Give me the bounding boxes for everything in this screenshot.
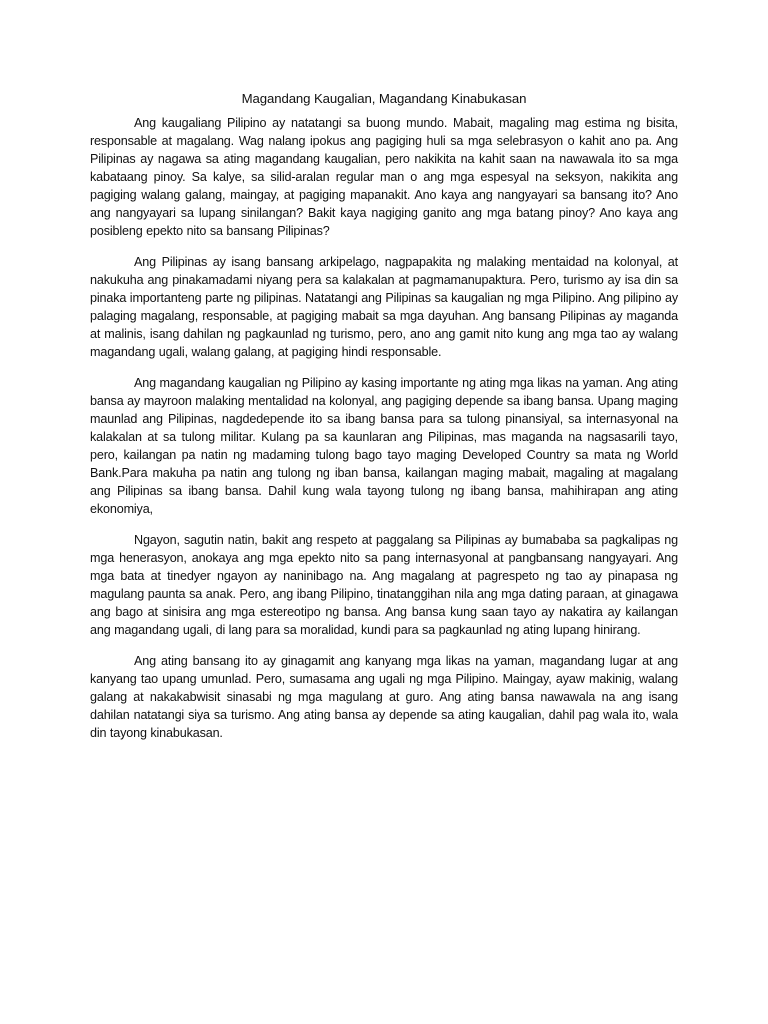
document-title: Magandang Kaugalian, Magandang Kinabukasan	[241, 91, 527, 106]
paragraph-1: Ang kaugaliang Pilipino ay natatangi sa buong mundo. Mabait, magaling mag estima ng bisita, responsable at magalang. Wag nalang ipokus ang pagiging huli sa mga selebrasyon o kahit ano pa. Ang Pilipinas ay nagawa sa ating magandang kaugalian, pero nakikita na kahit saan na nawawala ito sa mga kabataang pinoy. Sa kalye, sa silid-aralan regular man o ang mga espesyal na seksyon, nakikita ang pagiging walang galang, maingay, at pagiging mapanakit. Ano kaya ang nangyayari sa bansang ito? Ano ang nangyayari sa lupang sinilangan? Bakit kaya nagiging ganito ang mga batang pinoy? Ano kaya ang posibleng epekto nito sa bansang Pilipinas?	[90, 116, 678, 238]
paragraph-2: Ang Pilipinas ay isang bansang arkipelago, nagpapakita ng malaking mentaidad na kolonyal, at nakukuha ang pinakamadami niyang pera sa kalakalan at pagmamanupaktura. Pero, turismo ay isa din sa pinaka importanteng parte ng pilipinas. Natatangi ang Pilipinas sa kaugalian ng mga Pilipino. Ang pilipino ay palaging magalang, responsable, at pagiging mabait sa mga dayuhan. Ang bansang Pilipinas ay maganda at malinis, isang dahilan ng pagkaunlad ng turismo, pero, ano ang gamit nito kung ang mga tao ay walang magandang ugali, walang galang, at pagiging hindi responsable.	[90, 255, 678, 359]
paragraph-3: Ang magandang kaugalian ng Pilipino ay kasing importante ng ating mga likas na yaman. Ang ating bansa ay mayroon malaking mentalidad na kolonyal, ang pagiging depende sa ibang bansa. Upang maging maunlad ang Pilipinas, nagdedepende ito sa ibang bansa para sa tulong pinansiyal, sa internasyonal na kalakalan at sa tulong militar. Kulang pa sa kaunlaran ang Pilipinas, mas maganda na nagsasarili tayo, pero, kailangan pa natin ng madaming tulong bago tayo maging Developed Country sa mata ng World Bank.Para makuha pa natin ang tulong ng iban bansa, kailangan maging mabait, magaling at magalang ang Pilipinas sa ibang bansa. Dahil kung wala tayong tulong ng ibang bansa, mahihirapan ang ating ekonomiya,	[90, 376, 678, 516]
paragraph-4: Ngayon, sagutin natin, bakit ang respeto at paggalang sa Pilipinas ay bumababa sa pagkalipas ng mga henerasyon, anokaya ang mga epekto nito sa pang internasyonal at pangbansang nangyayari. Ang mga bata at tinedyer ngayon ay naninibago na. Ang magalang at pagrespeto ng tao ay pinapasa ng magulang paunta sa anak. Pero, ang ibang Pilipino, tinatanggihan nila ang mga dating paraan, at ginagawa ang bago at sinisira ang mga estereotipo ng bansa. Ang bansa kung saan tayo ay nakatira ay kailangan ang magandang ugali, di lang para sa moralidad, kundi para sa pagkaunlad ng ating lupang hinirang.	[90, 533, 678, 637]
document-body	[90, 90, 678, 755]
paragraph-5: Ang ating bansang ito ay ginagamit ang kanyang mga likas na yaman, magandang lugar at ang kanyang tao upang umunlad. Pero, sumasama ang ugali ng mga Pilipino. Maingay, ayaw makinig, walang galang at nakakabwisit sinasabi ng mga magulang at guro. Ang ating bansa nawawala na ang isang dahilan natatangi siya sa turismo. Ang ating bansa ay depende sa ating kaugalian, dahil pag wala ito, wala din tayong kinabukasan.	[90, 654, 678, 740]
